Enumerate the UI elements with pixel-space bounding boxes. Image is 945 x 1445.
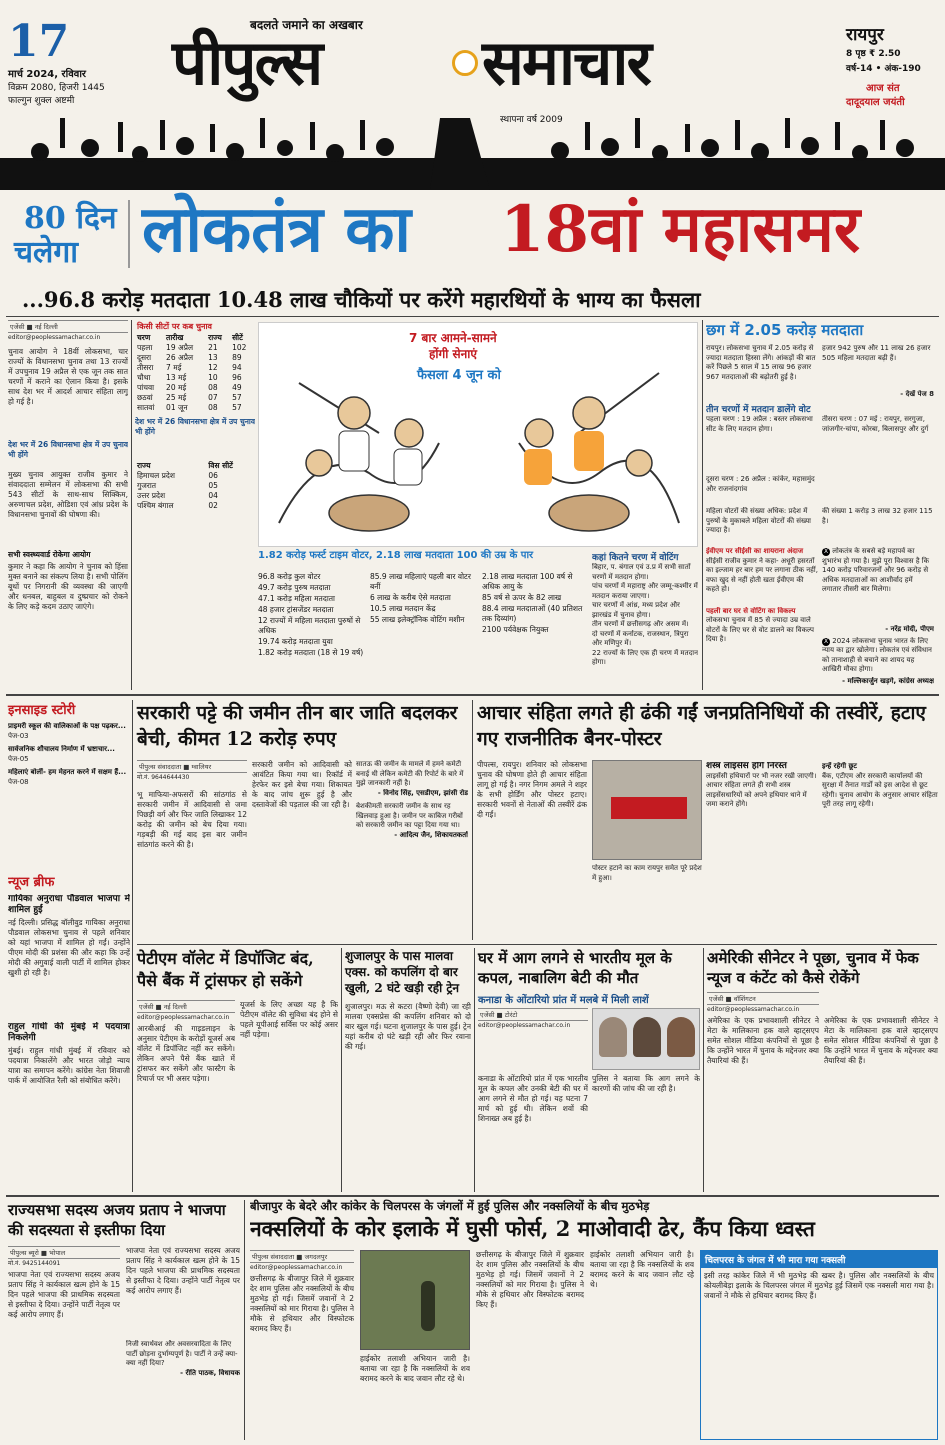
table-cell: 12 bbox=[208, 363, 218, 372]
list-item: 22 राज्यों के लिए एक ही चरण में मतदान होगा। bbox=[592, 648, 698, 666]
headline-part-b: 18वां महासमर bbox=[500, 192, 861, 267]
stat-item: 85 वर्ष से ऊपर के 82 लाख bbox=[482, 593, 562, 602]
divider bbox=[341, 948, 342, 1192]
table-cell: 13 मई bbox=[166, 373, 187, 382]
us-byline-text: एजेंसी ■ वॉशिंगटन bbox=[707, 992, 819, 1005]
land-headline: सरकारी पट्टे की जमीन तीन बार जाति बदलकर बेची, कीमत 12 करोड़ रुपए bbox=[137, 702, 458, 750]
lead-subhead-2: सभी स्वस्थ्यवार्ड रोकेगा आयोग bbox=[8, 549, 91, 559]
stat-item: 2.18 लाख मतदाता 100 वर्ष से अधिक आयु के bbox=[482, 572, 573, 591]
divider bbox=[702, 320, 703, 690]
table-cell: 13 bbox=[208, 353, 218, 362]
list-item: बिहार, प. बंगाल एवं उ.प्र में सभी सातों चरणों में मतदान होगा। bbox=[592, 563, 691, 581]
us-email: editor@peoplessamachar.co.in bbox=[707, 1006, 800, 1013]
table-header: विस सीटें bbox=[208, 461, 233, 470]
table-header-row bbox=[135, 461, 255, 471]
fire-body: कनाडा के ओंटारियो प्रांत में एक भारतीय मूल के कपल और उनकी बेटी की घर में आग लगने से मौत हो गई। यह घटना 7 मार्च को हुई थी। लेकिन शवों की शिनाख्त अब हुई है। bbox=[478, 1074, 588, 1123]
paytm-body: आरबीआई की गाइडलाइन के अनुसार पेटीएम के करोड़ों यूजर्स अब वॉलेट में डिपॉजिट नहीं कर सकेंगे। लेकिन अपने पैसे बैंक खाते में ट्रांसफर कर सकेंगे और फास्टैग के रिचार्ज पर भी असर पड़ेगा। bbox=[137, 1024, 235, 1083]
cg-phase: पहला चरण : 19 अप्रैल : बस्तर लोकसभा सीट के लिए मतदान होगा। bbox=[706, 415, 813, 433]
table-row bbox=[135, 363, 255, 373]
samvat-line: विक्रम 2080, हिजरी 1445 bbox=[8, 83, 105, 93]
arms-head: शस्त्र लाइसेंस होंगे निरस्त bbox=[706, 762, 787, 771]
cg-phase: तीसरा चरण : 07 मई : रायपुर, सरगुजा, जांजगीर-चांपा, कोरबा, बिलासपुर और दुर्ग bbox=[822, 415, 929, 433]
us-body-2: अमेरिका के एक प्रभावशाली सीनेटर ने मेटा के मालिकाना हक वाले व्हाट्सएप समेत सोशल मीडिया कंपनियों से पूछा है कि उन्होंने भारत में चुनाव के मद्देनजर क्या तैयारियां की हैं। bbox=[824, 1016, 938, 1065]
arms-body: लाइसेंसी हथियारों पर भी नजर रखी जाएगी। आचार संहिता लगते ही सभी शस्त्र लाइसेंसधारियों को अपने हथियार थाने में जमा कराने होंगे। bbox=[706, 771, 817, 808]
days-badge-line-1: 80 दिन bbox=[24, 201, 117, 236]
banner-body: पीपल्स, रायपुर। शनिवार को लोकसभा चुनाव की घोषणा होते ही आचार संहिता लागू हो गई है। नगर निगम अमले ने शहर के सभी होर्डिंग और पोस्टर हटाए। सरकारी भवनों से नेताओं की तस्वीरें ढंक दी गईं। bbox=[477, 760, 587, 819]
inside-item-text: प्राइमरी स्कूल की वालिकाओं के पक्ष पढ़कर... bbox=[8, 722, 126, 730]
land-quotes bbox=[356, 760, 468, 940]
masthead bbox=[0, 0, 945, 190]
cartoon-caption-1: 7 बार आमने-सामने bbox=[409, 331, 497, 345]
table-cell: उत्तर प्रदेश bbox=[137, 491, 166, 500]
table-cell: हिमाचल प्रदेश bbox=[137, 471, 175, 480]
ajay-byline bbox=[8, 1246, 120, 1269]
masthead-title-right: समाचार bbox=[482, 26, 650, 99]
naxal-box bbox=[700, 1250, 938, 1440]
table-cell: पहला bbox=[137, 343, 153, 352]
paytm-email: editor@peoplessamachar.co.in bbox=[137, 1014, 230, 1021]
table-row bbox=[135, 491, 255, 501]
volume: वर्ष-14 • अंक-190 bbox=[846, 64, 921, 74]
land-byline bbox=[137, 760, 247, 783]
lead-body-3: कुमार ने कहा कि आयोग ने चुनाव को हिंसा मुक्त बनाने का संकल्प लिया है। सभी पोलिंग बूथों पर निगरानी की व्यवस्था की जाएगी और धनबल, बाहुबल व दुष्प्रचार को रोकने के लिए कड़े कदम उठाए जाएंगे। bbox=[8, 561, 128, 611]
table-cell: 19 अप्रैल bbox=[166, 343, 194, 352]
table-row bbox=[135, 403, 255, 413]
x-icon: X bbox=[823, 637, 829, 645]
table-header-row bbox=[135, 333, 255, 343]
table-cell: 94 bbox=[232, 363, 242, 372]
stat-item: 12 राज्यों में महिला मतदाता पुरुषों से अधिक bbox=[258, 616, 361, 635]
ajay-body-2: भाजपा नेता एवं राज्यसभा सदस्य अजय प्रताप सिंह ने कार्यकाल खत्म होने के 15 दिन पहले भाजपा की प्राथमिक सदस्यता से इस्तीफा दे दिया। उन्होंने पार्टी नेतृत्व पर कई आरोप लगाए हैं। bbox=[126, 1246, 240, 1295]
date-line: मार्च 2024, रविवार bbox=[8, 69, 86, 80]
voters-stats-col-3 bbox=[482, 572, 588, 692]
x-icon: X bbox=[823, 548, 829, 555]
naxal-body: छत्तीसगढ़ के बीजापुर जिले में शुक्रवार देर शाम पुलिस और नक्सलियों के बीच मुठभेड़ हो गई। जिसमें जवानों ने 2 नक्सलियों को मार गिराया है। पुलिस ने मौके से हथियार और विस्फोटक बरामद किए हैं। bbox=[250, 1274, 354, 1333]
table-cell: 102 bbox=[232, 343, 247, 352]
naxal-box-title: चिलपरस के जंगल में भी मारा गया नक्सली bbox=[701, 1251, 937, 1268]
cg-evm: सीईसी राजीव कुमार ने कहा- अधूरी हसरतों का इल्जाम हर बार हम पर लगाना ठीक नहीं, वफा खुद से नहीं होती खता ईवीएम की कहते हो। bbox=[706, 556, 818, 593]
tweet-sign: - मल्लिकार्जुन खड़गे, कांग्रेस अध्यक्ष bbox=[842, 676, 934, 685]
table-cell: 01 जून bbox=[166, 403, 188, 412]
divider bbox=[6, 694, 939, 696]
tweet-kharge bbox=[822, 637, 934, 677]
list-item: दो चरणों में कर्नाटक, राजस्थान, त्रिपुरा और मणिपुर में। bbox=[592, 629, 689, 647]
stat-item: 47.1 करोड़ महिला मतदाता bbox=[258, 594, 335, 603]
table-cell: 04 bbox=[208, 491, 218, 500]
table-header: सीटें bbox=[232, 333, 243, 342]
inside-story bbox=[8, 700, 130, 870]
inside-item-page: पेज-05 bbox=[8, 754, 29, 763]
table-cell: 08 bbox=[208, 383, 218, 392]
where-vote-title: कहां कितने चरण में वोटिंग bbox=[592, 553, 679, 563]
fire-headline: घर में आग लगने से भारतीय मूल के कपल, नाबालिग बेटी की मौत bbox=[478, 949, 672, 987]
stat-item: 48 हजार ट्रांसजेंडर मतदाता bbox=[258, 605, 334, 614]
table-cell: चौथा bbox=[137, 373, 151, 382]
table-cell: 06 bbox=[208, 471, 218, 480]
naxal-body-4: हाईकोर तलाशी अभियान जारी है। बताया जा रहा है कि नक्सलियों के शव बरामद करने के बाद जवान लौट रहे थे। bbox=[590, 1250, 694, 1289]
table-cell: 89 bbox=[232, 353, 242, 362]
cg-evm-head: ईवीएम पर सीईसी का शायराना अंदाज bbox=[706, 547, 804, 555]
cg-sign: - देखें पेज 8 bbox=[900, 390, 934, 398]
today-label: आज संत bbox=[866, 83, 900, 94]
naxal-headline: नक्सलियों के कोर इलाके में घुसी फोर्स, 2 माओवादी ढेर, कैंप किया ध्वस्त bbox=[250, 1216, 815, 1241]
cg-headline: छग में 2.05 करोड़ मतदाता bbox=[706, 321, 864, 339]
avatar bbox=[599, 1017, 627, 1057]
table-cell: 96 bbox=[232, 373, 242, 382]
naxal-email: editor@peoplessamachar.co.in bbox=[250, 1264, 343, 1271]
table-cell: पश्चिम बंगाल bbox=[137, 501, 174, 510]
brief-body-2: मुंबई। राहुल गांधी मुंबई में रविवार को पदयात्रा निकालेंगे और भारत जोड़ो न्याय यात्रा का समापन करेंगे। कांग्रेस नेता शिवाजी पार्क में आयोजित रैली को संबोधित करेंगे। bbox=[8, 1046, 130, 1085]
stat-head: इन्हें रहेगी छूट bbox=[822, 762, 857, 770]
divider bbox=[244, 1200, 245, 1440]
stat-item: 10.5 लाख मतदान केंद्र bbox=[370, 604, 436, 613]
stat-item: 85.9 लाख महिलाएं पहली बार वोटर बनीं bbox=[370, 572, 471, 591]
table-cell: 20 मई bbox=[166, 383, 187, 392]
logo-emblem bbox=[452, 50, 478, 76]
divider bbox=[6, 1195, 939, 1197]
table-row bbox=[135, 343, 255, 353]
table-row bbox=[135, 501, 255, 511]
table-cell: छठवां bbox=[137, 393, 153, 402]
table-cell: 08 bbox=[208, 403, 218, 412]
lead-byline: एजेंसी ■ नई दिल्ली bbox=[8, 320, 128, 333]
table-row bbox=[135, 383, 255, 393]
fire-email: editor@peoplessamachar.co.in bbox=[478, 1022, 571, 1029]
naxal-photo bbox=[360, 1250, 470, 1350]
banner-headline: आचार संहिता लगते ही ढंकी गईं जनप्रतिनिधियों की तस्वीरें, हटाए गए राजनीतिक बैनर-पोस्टर bbox=[477, 702, 926, 750]
table-header: राज्य bbox=[137, 461, 151, 470]
cg-first-time-head: पहली बार घर से वोटिंग का विकल्प bbox=[706, 606, 796, 615]
badge-divider bbox=[128, 200, 130, 268]
list-item: चार चरणों में आंध्र, मध्य प्रदेश और झारखंड में चुनाव होगा। bbox=[592, 601, 680, 619]
list-item: पांच चरणों में महाराष्ट्र और जम्मू-कश्मीर में मतदान कराया जाएगा। bbox=[592, 582, 698, 600]
table-header: तारीख bbox=[166, 333, 184, 342]
table-header: चरण bbox=[137, 333, 151, 342]
lead-body: चुनाव आयोग ने 18वीं लोकसभा, चार राज्यों के विधानसभा चुनाव तथा 13 राज्यों में उपचुनाव 19 अप्रैल से एक जून तक सात चरणों में कराने का ऐलान किया है। इसके साथ देश भर में आदर्श आचार संहिता लागू हो गई है। bbox=[8, 346, 128, 406]
masthead-title-left: पीपुल्स bbox=[172, 26, 322, 99]
table-cell: दूसरा bbox=[137, 353, 152, 362]
table-cell: सातवां bbox=[137, 403, 155, 412]
table-cell: 57 bbox=[232, 393, 242, 402]
voters-stats-col-2 bbox=[370, 572, 476, 692]
table-cell: 26 अप्रैल bbox=[166, 353, 194, 362]
table-cell: 10 bbox=[208, 373, 218, 382]
ajay-headline: राज्यसभा सदस्य अजय प्रताप ने भाजपा की सदस्यता से इस्तीफा दिया bbox=[8, 1201, 226, 1239]
train-headline: शुजालपुर के पास मालवा एक्स. को कपलिंग दो बार खुली, 2 घंटे खड़ी रही ट्रेन bbox=[345, 949, 460, 995]
brief-body-1: नई दिल्ली। प्रसिद्ध बॉलीवुड गायिका अनुराधा पौडवाल लोकसभा चुनाव से पहले शनिवार को यहां भाजपा में शामिल हो गईं। उन्होंने पीएम मोदी की प्रशंसा की और कहा कि उन्हें मोदी की अगुवाई वाली पार्टी में शामिल होकर खुशी हो रही है। bbox=[8, 918, 130, 977]
fire-photos bbox=[592, 1008, 700, 1070]
ajay-mobile: मो.नं. 9425144091 bbox=[8, 1260, 61, 1267]
phase-table-grid bbox=[135, 333, 255, 413]
news-brief bbox=[8, 872, 130, 1192]
tweet-text: लोकतंत्र के सबसे बड़े महापर्व का शुभारंभ हो गया है। मुझे पूरा विश्वास है कि 140 करोड़ परिवारजनों और 96 करोड़ से अधिक मतदाताओं का आशीर्वाद हमें लगातार तीसरी बार मिलेगा। bbox=[822, 547, 929, 593]
crowd-silhouette bbox=[0, 118, 945, 190]
paytm-byline-text: एजेंसी ■ नई दिल्ली bbox=[137, 1000, 235, 1013]
list-item: तीन चरणों में छत्तीसगढ़ और असम में। bbox=[592, 620, 689, 628]
banner-photo-caption: पोस्टर हटाने का काम रायपुर समेत पूरे प्रदेश में हुआ। bbox=[592, 864, 702, 882]
table-row bbox=[135, 481, 255, 491]
brief-title: न्यूज ब्रीफ bbox=[8, 875, 55, 890]
divider bbox=[137, 944, 937, 945]
cg-first-time-body: लोकसभा चुनाव में 85 से ज्यादा उम्र वाले वोटरों के लिए घर से वोट डालने का विकल्प दिया है। bbox=[706, 616, 814, 643]
paytm-headline: पेटीएम वॉलेट में डिपॉजिट बंद, पैसे बैंक में ट्रांसफर हो सकेंगे bbox=[137, 949, 314, 990]
table-cell: 49 bbox=[232, 383, 242, 392]
paytm-byline bbox=[137, 1000, 235, 1023]
table-cell: गुजरात bbox=[137, 481, 157, 490]
list-item bbox=[8, 768, 130, 787]
phase-table-title: किसी सीटों पर कब चुनाव bbox=[137, 322, 212, 331]
land-mobile: मो.नं. 9644644430 bbox=[137, 774, 190, 781]
cg-intro: रायपुर। लोकसभा चुनाव में 2.05 करोड़ से ज्यादा मतदाता हिस्सा लेंगे। आंकड़ों की बात करें पिछले 5 साल में 15 लाख 96 हजार 967 मतदाताओं की बढ़ोतरी हुई है। bbox=[706, 344, 816, 381]
lead-body-2: मुख्य चुनाव आयुक्त राजीव कुमार ने संवाददाता सम्मेलन में लोकसभा की सभी 543 सीटों के साथ-साथ सिक्किम, अरुणाचल प्रदेश, ओडिशा एवं आंध्र प्रदेश के विधानसभा चुनावों की घोषणा की। bbox=[8, 469, 128, 519]
banner-arms bbox=[706, 762, 818, 942]
table-row bbox=[135, 393, 255, 403]
tagline: बदलते जमाने का अखबार bbox=[250, 18, 363, 32]
train-body: शुजालपुर। मऊ से कटरा (वैष्णो देवी) जा रही मालवा एक्सप्रेस की कपलिंग शनिवार को दो बार खुल गई। घटना शुजालपुर के पास हुई। ट्रेन यहां करीब दो घंटे खड़ी रही और फिर रवाना की गई। bbox=[345, 1002, 471, 1051]
cartoon-drawing bbox=[259, 323, 698, 547]
fire-byline bbox=[478, 1008, 588, 1031]
table-cell: पांचवा bbox=[137, 383, 155, 392]
cartoon-illustration bbox=[258, 322, 698, 547]
quote-sign: - विनोद सिंह, एसडीएम, झांसी रोड bbox=[377, 788, 468, 797]
cg-phase: दूसरा चरण : 26 अप्रैल : कांकेर, महासमुंद और राजनांदगांव bbox=[706, 475, 815, 493]
table-cell: 02 bbox=[208, 501, 218, 510]
naxal-kicker: बीजापुर के बेदरे और कांकेर के चिलपरस के जंगलों में हुई पुलिस और नक्सलियों के बीच मुठभेड़ bbox=[250, 1199, 650, 1213]
lead-subhead: देश भर में 26 विधानसभा क्षेत्र में उप चुनाव भी होंगे bbox=[8, 439, 128, 459]
lead-email: editor@peoplessamachar.co.in bbox=[8, 334, 101, 341]
banner-stat bbox=[822, 762, 938, 942]
stat-body: बैंक, एटीएम और सरकारी कार्यालयों की सुरक्षा में तैनात गार्डों को इस आदेश से छूट रहेगी। चुनाव आयोग के अनुसार आचार संहिता पूरी तरह लागू रहेगी। bbox=[822, 771, 938, 808]
stat-item: 1.82 करोड़ मतदाता (18 से 19 वर्ष) bbox=[258, 648, 364, 657]
table-cell: 25 मई bbox=[166, 393, 187, 402]
us-body: अमेरिका के एक प्रभावशाली सीनेटर ने मेटा के मालिकाना हक वाले व्हाट्सएप समेत सोशल मीडिया कंपनियों से पूछा है कि उन्होंने भारत में चुनाव के मद्देनजर क्या तैयारियां की हैं। bbox=[707, 1016, 819, 1065]
phase-table bbox=[135, 320, 255, 680]
founded: स्थापना वर्ष 2009 bbox=[500, 115, 563, 125]
stat-item: 6 लाख के करीब ऐसे मतदाता bbox=[370, 593, 451, 602]
us-byline bbox=[707, 992, 819, 1015]
days-badge-line-2: चलेगा bbox=[14, 235, 79, 270]
divider bbox=[703, 948, 704, 1192]
table-cell: तीसरा bbox=[137, 363, 154, 372]
fire-body-2: पुलिस ने बताया कि आग लगने के कारणों की जांच की जा रही है। bbox=[592, 1074, 700, 1093]
list-item bbox=[8, 745, 130, 764]
lead-body-column bbox=[8, 320, 128, 688]
tweet-text: 2024 लोकसभा चुनाव भारत के लिए न्याय का द्वार खोलेगा। लोकतंत्र एवं संविधान को तानाशाही से बचाने का शायद यह आखिरी मौका होगा। bbox=[822, 636, 932, 673]
stat-item: 49.7 करोड़ पुरुष मतदाता bbox=[258, 583, 331, 592]
city: रायपुर bbox=[846, 25, 884, 45]
naxal-byline-text: पीपुल्स संवाददाता ■ जगदलपुर bbox=[250, 1250, 354, 1263]
land-byline-text: पीपुल्स संवाददाता ■ ग्वालियर bbox=[137, 760, 247, 773]
land-body: भू माफिया-अफसरों की सांठगांठ से सरकारी जमीन में आदिवासी से जमा पिछड़ी वर्ग और फिर जाति लिखाकर 12 करोड़ की जमीन को बेच दिया गया। गड़बड़ी की गई बाद इस बार जमीन सांठगांठ करने की है। bbox=[137, 790, 247, 849]
ajay-quote bbox=[126, 1340, 240, 1440]
naxal-box-body: इसी तरह कांकेर जिले में भी मुठभेड़ की खबर है। पुलिस और नक्सलियों के बीच कोयलीबेड़ा इलाके के चिलपरस जंगल में मुठभेड़ हुई जिसमें एक नक्सली मारा गया है। जवानों ने मौके से हथियार बरामद किए हैं। bbox=[704, 1271, 934, 1300]
headline-part-a: लोकतंत्र का bbox=[142, 192, 411, 267]
naxal-byline bbox=[250, 1250, 354, 1273]
lead-subheadline: ...96.8 करोड़ मतदाता 10.48 लाख चौकियों पर करेंगे महारथियों के भाग्य का फैसला bbox=[22, 287, 701, 312]
table-cell: 57 bbox=[232, 403, 242, 412]
pages-price: 8 पृष्ठ ₹ 2.50 bbox=[846, 49, 901, 59]
stat-item: 2100 पर्यवेक्षक नियुक्त bbox=[482, 625, 549, 634]
lead-headline-block bbox=[0, 192, 945, 287]
divider bbox=[474, 948, 475, 1192]
quote-text: बेशकीमती सरकारी जमीन के साथ रह खिलवाड़ हुआ है। जमीन पर काबिज गरीबों को सरकारी जमीन का पट्टा दिया गया था। bbox=[356, 802, 463, 829]
brief-headline-2: राहुल गांधी की मुंबई में पदयात्रा निकलेगी bbox=[8, 1022, 130, 1043]
land-body-2: सरकारी जमीन को आदिवासी को आवंटित किया गया था। रिकॉर्ड में हेरफेर कर इसे बेचा गया। शिकायत के बाद जांच शुरू हुई है और दस्तावेजों की पड़ताल की जा रही है। bbox=[252, 760, 352, 809]
table-row bbox=[135, 373, 255, 383]
quote-text: निजी स्वार्थवश और अवसरवादिता के लिए पार्टी छोड़ना दुर्भाग्यपूर्ण है। पार्टी ने उन्हें क्या-क्या नहीं दिया? bbox=[126, 1340, 238, 1367]
ajay-body: भाजपा नेता एवं राज्यसभा सदस्य अजय प्रताप सिंह ने कार्यकाल खत्म होने के 15 दिन पहले भाजपा की प्राथमिक सदस्यता से इस्तीफा दे दिया। उन्होंने पार्टी नेतृत्व पर कई आरोप लगाए हैं। bbox=[8, 1270, 120, 1319]
cg-three-phase: तीन चरणों में मतदान डालेंगे वोट bbox=[706, 405, 811, 415]
phase-table-note: देश भर में 26 विधानसभा क्षेत्र में उप चुनाव भी होंगे bbox=[135, 417, 255, 436]
tweet-modi bbox=[822, 547, 934, 625]
table-row bbox=[135, 353, 255, 363]
divider bbox=[6, 316, 939, 317]
cg-women: महिला वोटरों की संख्या अधिक: प्रदेश में पुरुषों के मुकाबले महिला वोटरों की संख्या ज्यादा है। bbox=[706, 507, 811, 534]
table-cell: 7 मई bbox=[166, 363, 182, 372]
table-cell: 21 bbox=[208, 343, 218, 352]
cartoon-caption-3: फैसला 4 जून को bbox=[417, 368, 501, 383]
cartoon-caption-2: होंगी सेनाएं bbox=[429, 347, 478, 361]
stat-item: 88.4 लाख मतदाताओं (40 प्रतिशत तक दिव्यांग) bbox=[482, 604, 583, 623]
fire-subheadline: कनाडा के ओंटारियो प्रांत में मलबे में मिली लाशें bbox=[478, 995, 649, 1006]
brief-headline-1: गायिका अनुराधा पौडवाल भाजपा में शामिल हुईं bbox=[8, 894, 130, 915]
quote-text: सातऊ की जमीन के मामले में हमने कमेटी बनाई थी लेकिन कमेटी की रिपोर्ट के बारे में मुझे जानकारी नहीं है। bbox=[356, 760, 464, 787]
date-day: 17 bbox=[8, 16, 70, 67]
stat-item: 19.74 करोड़ मतदाता युवा bbox=[258, 637, 333, 646]
inside-title: इनसाइड स्टोरी bbox=[8, 703, 76, 718]
where-vote-box bbox=[592, 550, 698, 690]
inside-item-page: पेज-08 bbox=[8, 777, 29, 786]
table-header: राज्य bbox=[208, 333, 222, 342]
divider bbox=[132, 700, 133, 1192]
soldier-figure bbox=[421, 1281, 435, 1331]
quote-sign: - रीति पाठक, विधायक bbox=[180, 1368, 240, 1377]
fire-byline-text: एजेंसी ■ टोरंटो bbox=[478, 1008, 588, 1021]
inside-item-page: पेज-03 bbox=[8, 731, 29, 740]
table-cell: 05 bbox=[208, 481, 218, 490]
ajay-byline-text: पीपुल्स ब्यूरो ■ भोपाल bbox=[8, 1246, 120, 1259]
cg-women-2: की संख्या 1 करोड़ 3 लाख 32 हजार 115 है। bbox=[822, 507, 933, 525]
tweet-sign: - नरेंद्र मोदी, पीएम bbox=[885, 625, 934, 633]
divider bbox=[472, 700, 473, 940]
cg-intro-2: हजार 942 पुरुष और 11 लाख 26 हजार 505 महिला मतदाता बढ़ी हैं। bbox=[822, 344, 931, 362]
us-headline: अमेरिकी सीनेटर ने पूछा, चुनाव में फेक न्यूज व कंटेंट को कैसे रोकेंगे bbox=[707, 949, 919, 987]
divider bbox=[131, 320, 132, 690]
naxal-body-3: छत्तीसगढ़ के बीजापुर जिले में शुक्रवार देर शाम पुलिस और नक्सलियों के बीच मुठभेड़ हो गई। जिसमें जवानों ने 2 नक्सलियों को मार गिराया है। पुलिस ने मौके से हथियार और विस्फोटक बरामद किए हैं। bbox=[476, 1250, 584, 1309]
inside-item-text: महिलाएं बोलीं- हम मेहनत करने में सक्षम हैं... bbox=[8, 768, 127, 776]
naxal-body-2: हाईकोर तलाशी अभियान जारी है। बताया जा रहा है कि नक्सलियों के शव बरामद करने के बाद जवान लौट रहे थे। bbox=[360, 1354, 470, 1383]
photo-sign bbox=[611, 797, 687, 819]
today-name: दादूदयाल जयंती bbox=[846, 97, 905, 108]
inside-item-text: सार्वजनिक शौचालय निर्माण में भ्रष्टाचार... bbox=[8, 745, 115, 753]
cg-column bbox=[706, 320, 938, 692]
paytm-body-2: यूजर्स के लिए अच्छा यह है कि पेटीएम वॉलेट की सुविधा बंद होने से पहले यूपीआई सर्विस पर कोई असर नहीं पड़ेगा। bbox=[240, 1000, 338, 1039]
avatar bbox=[633, 1017, 661, 1057]
state-table bbox=[135, 461, 255, 511]
stat-item: 96.8 करोड़ कुल वोटर bbox=[258, 572, 321, 581]
banner-photo bbox=[592, 760, 702, 860]
avatar bbox=[667, 1017, 695, 1057]
stat-item: 55 लाख इलेक्ट्रॉनिक वोटिंग मशीन bbox=[370, 615, 465, 624]
voters-stats-col-1 bbox=[258, 572, 364, 692]
table-row bbox=[135, 471, 255, 481]
quote-sign: - आदित्य जैन, शिकायतकर्ता bbox=[394, 830, 468, 839]
tithi-line: फाल्गुन शुक्ल अष्टमी bbox=[8, 96, 75, 106]
table-cell: 07 bbox=[208, 393, 218, 402]
list-item bbox=[8, 722, 130, 741]
voters-headline: 1.82 करोड़ फर्स्ट टाइम वोटर, 2.18 लाख मतदाता 100 की उम्र के पार bbox=[258, 550, 534, 561]
